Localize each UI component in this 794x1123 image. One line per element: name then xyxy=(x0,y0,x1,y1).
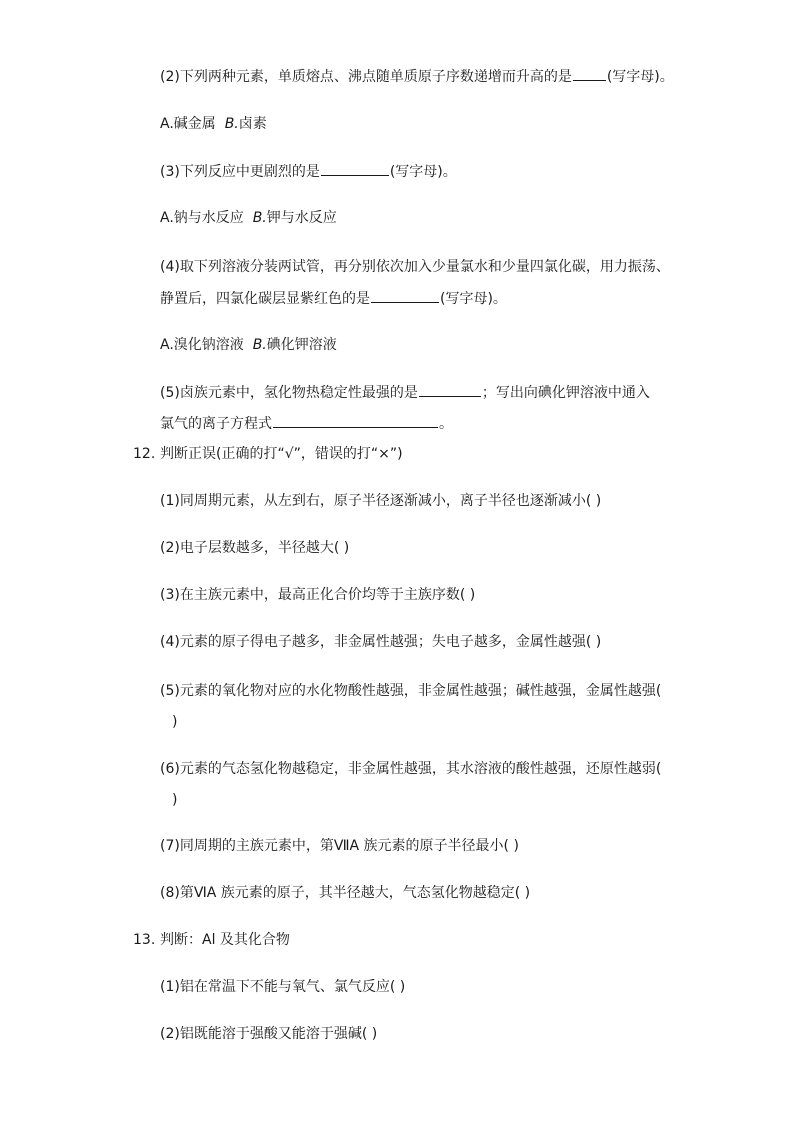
answer-blank[interactable] xyxy=(321,161,389,176)
option-b-letter: B. xyxy=(224,116,239,132)
option-b: 卤素 xyxy=(238,116,267,132)
q11-part2-line xyxy=(160,66,674,86)
q11-part5-text-b: ；写出向碘化钾溶液中通入 xyxy=(481,385,650,401)
q11-part4-text: 静置后，四氯化碳层显紫红色的是 xyxy=(160,291,370,307)
q11-part5-line2 xyxy=(160,413,453,433)
statement-item-continued: ) xyxy=(172,714,178,730)
q11-part3-line xyxy=(160,161,457,181)
q11-part4-options xyxy=(160,335,337,355)
answer-blank[interactable] xyxy=(371,288,439,303)
q11-part3-options xyxy=(160,208,337,228)
answer-blank[interactable] xyxy=(419,382,481,397)
option-b: 碘化钾溶液 xyxy=(266,337,337,353)
statement-item: (3)在主族元素中，最高正化合价均等于主族序数( ) xyxy=(160,587,476,603)
statement-item: (7)同周期的主族元素中，第ⅦA 族元素的原子半径最小( ) xyxy=(160,838,519,854)
answer-blank[interactable] xyxy=(573,66,606,81)
statement-item: (2)电子层数越多，半径越大( ) xyxy=(160,540,350,556)
q11-part4-line1: (4)取下列溶液分装两试管，再分别依次加入少量氯水和少量四氯化碳，用力振荡、 xyxy=(160,259,670,275)
q11-part2-hint: (写字母)。 xyxy=(606,69,674,85)
q11-part5-text-c: 氯气的离子方程式 xyxy=(160,416,272,432)
question-number: 13. xyxy=(133,932,156,948)
statement-item: (5)元素的氧化物对应的水化物酸性越强，非金属性越强；碱性越强，金属性越强( xyxy=(160,683,662,699)
q11-part2-text: (2)下列两种元素，单质熔点、沸点随单质原子序数递增而升高的是 xyxy=(160,69,572,85)
option-a: A.溴化钠溶液 xyxy=(160,337,244,353)
q11-part4-line2 xyxy=(160,288,507,308)
q11-part5-line1 xyxy=(160,382,650,402)
statement-item: (4)元素的原子得电子越多，非金属性越强；失电子越多，金属性越强( ) xyxy=(160,634,602,650)
q11-part4-hint: (写字母)。 xyxy=(440,291,507,307)
q11-part5-text: (5)卤族元素中，氢化物热稳定性最强的是 xyxy=(160,385,418,401)
statement-item: (6)元素的气态氢化物越稳定，非金属性越强，其水溶液的酸性越强，还原性越弱( xyxy=(160,761,662,777)
option-b-letter: B. xyxy=(252,210,267,226)
statement-item-continued: ) xyxy=(172,792,178,808)
q11-part5-end: 。 xyxy=(439,416,453,432)
question-title: 判断：Al 及其化合物 xyxy=(160,932,290,948)
statement-item: (1)铝在常温下不能与氧气、氯气反应( ) xyxy=(160,979,406,995)
option-b-letter: B. xyxy=(252,337,267,353)
option-a: A.碱金属 xyxy=(160,116,216,132)
statement-item: (2)铝既能溶于强酸又能溶于强碱( ) xyxy=(160,1026,378,1042)
answer-blank[interactable] xyxy=(273,413,438,428)
q11-part2-options xyxy=(160,114,267,134)
question-title: 判断正误(正确的打“√”，错误的打“×”) xyxy=(160,446,403,462)
option-a: A.钠与水反应 xyxy=(160,210,244,226)
q11-part3-text: (3)下列反应中更剧烈的是 xyxy=(160,164,320,180)
q11-part3-hint: (写字母)。 xyxy=(389,164,457,180)
statement-item: (8)第ⅥA 族元素的原子，其半径越大，气态氢化物越稳定( ) xyxy=(160,885,531,901)
option-b: 钾与水反应 xyxy=(266,210,337,226)
question-number: 12. xyxy=(133,446,156,462)
statement-item: (1)同周期元素，从左到右，原子半径逐渐减小，离子半径也逐渐减小( ) xyxy=(160,493,602,509)
